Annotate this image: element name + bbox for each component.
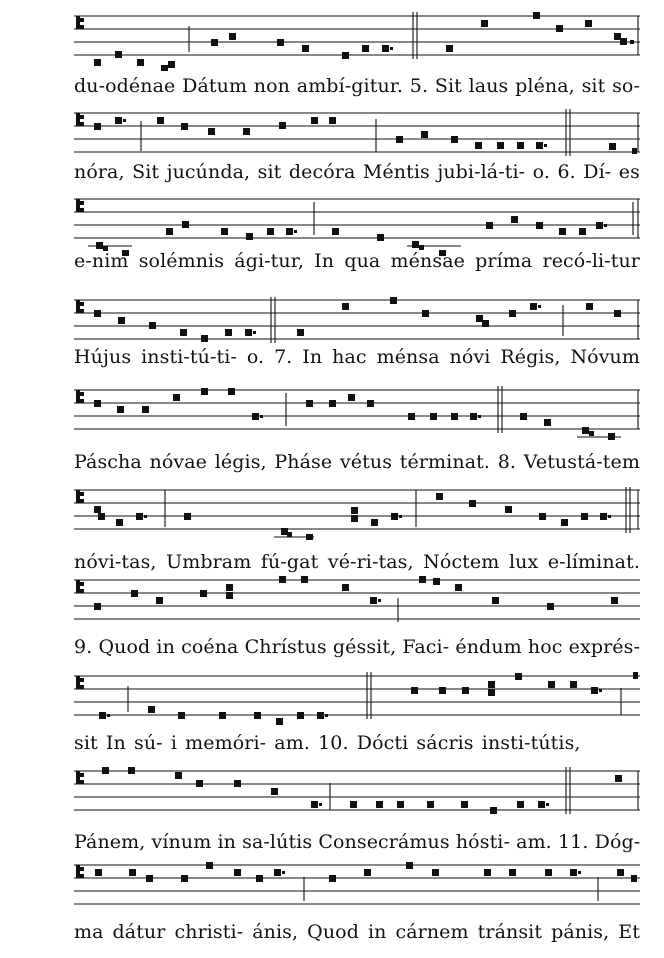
lyric-line-10: ma dátur christi- ánis, Quod in cárnem tránsit pánis, Et — [74, 921, 640, 943]
staff-3 — [74, 197, 640, 257]
staff-5 — [74, 386, 640, 446]
lyric-line-6: nóvi-tas, Umbram fú-gat vé-ri-tas, Nóctem lux e-líminat. — [74, 551, 640, 573]
staff-6 — [74, 487, 640, 547]
staff-1 — [74, 12, 640, 72]
lyric-line-4: Hújus insti-tú-ti- o. 7. In hac ménsa nóvi Régis, Nóvum — [74, 346, 640, 368]
staff-8 — [74, 672, 640, 732]
lyric-line-3: e-nim solémnis ági-tur, In qua ménsae príma recó-li-tur — [74, 250, 640, 272]
lyric-line-8: sit In sú- i memóri- am. 10. Dócti sácris insti-tútis, — [74, 732, 581, 754]
lyric-line-9: Pánem, vínum in sa-lútis Consecrámus hósti- am. 11. Dóg- — [74, 831, 641, 853]
staff-2 — [74, 109, 640, 169]
lyric-line-7: 9. Quod in coéna Chrístus géssit, Faci- éndum hoc exprés- — [74, 636, 640, 658]
lyric-line-5: Páscha nóvae légis, Pháse vétus términat. 8. Vetustá-tem — [74, 451, 640, 473]
staff-10 — [74, 861, 640, 921]
staff-7 — [74, 576, 640, 636]
staff-9 — [74, 767, 640, 827]
lyric-line-2: nóra, Sit jucúnda, sit decóra Méntis jubi-lá-ti- o. 6. Dí- es — [74, 161, 640, 183]
lyric-line-1: du-odénae Dátum non ambí-gitur. 5. Sit laus pléna, sit so- — [74, 75, 640, 97]
